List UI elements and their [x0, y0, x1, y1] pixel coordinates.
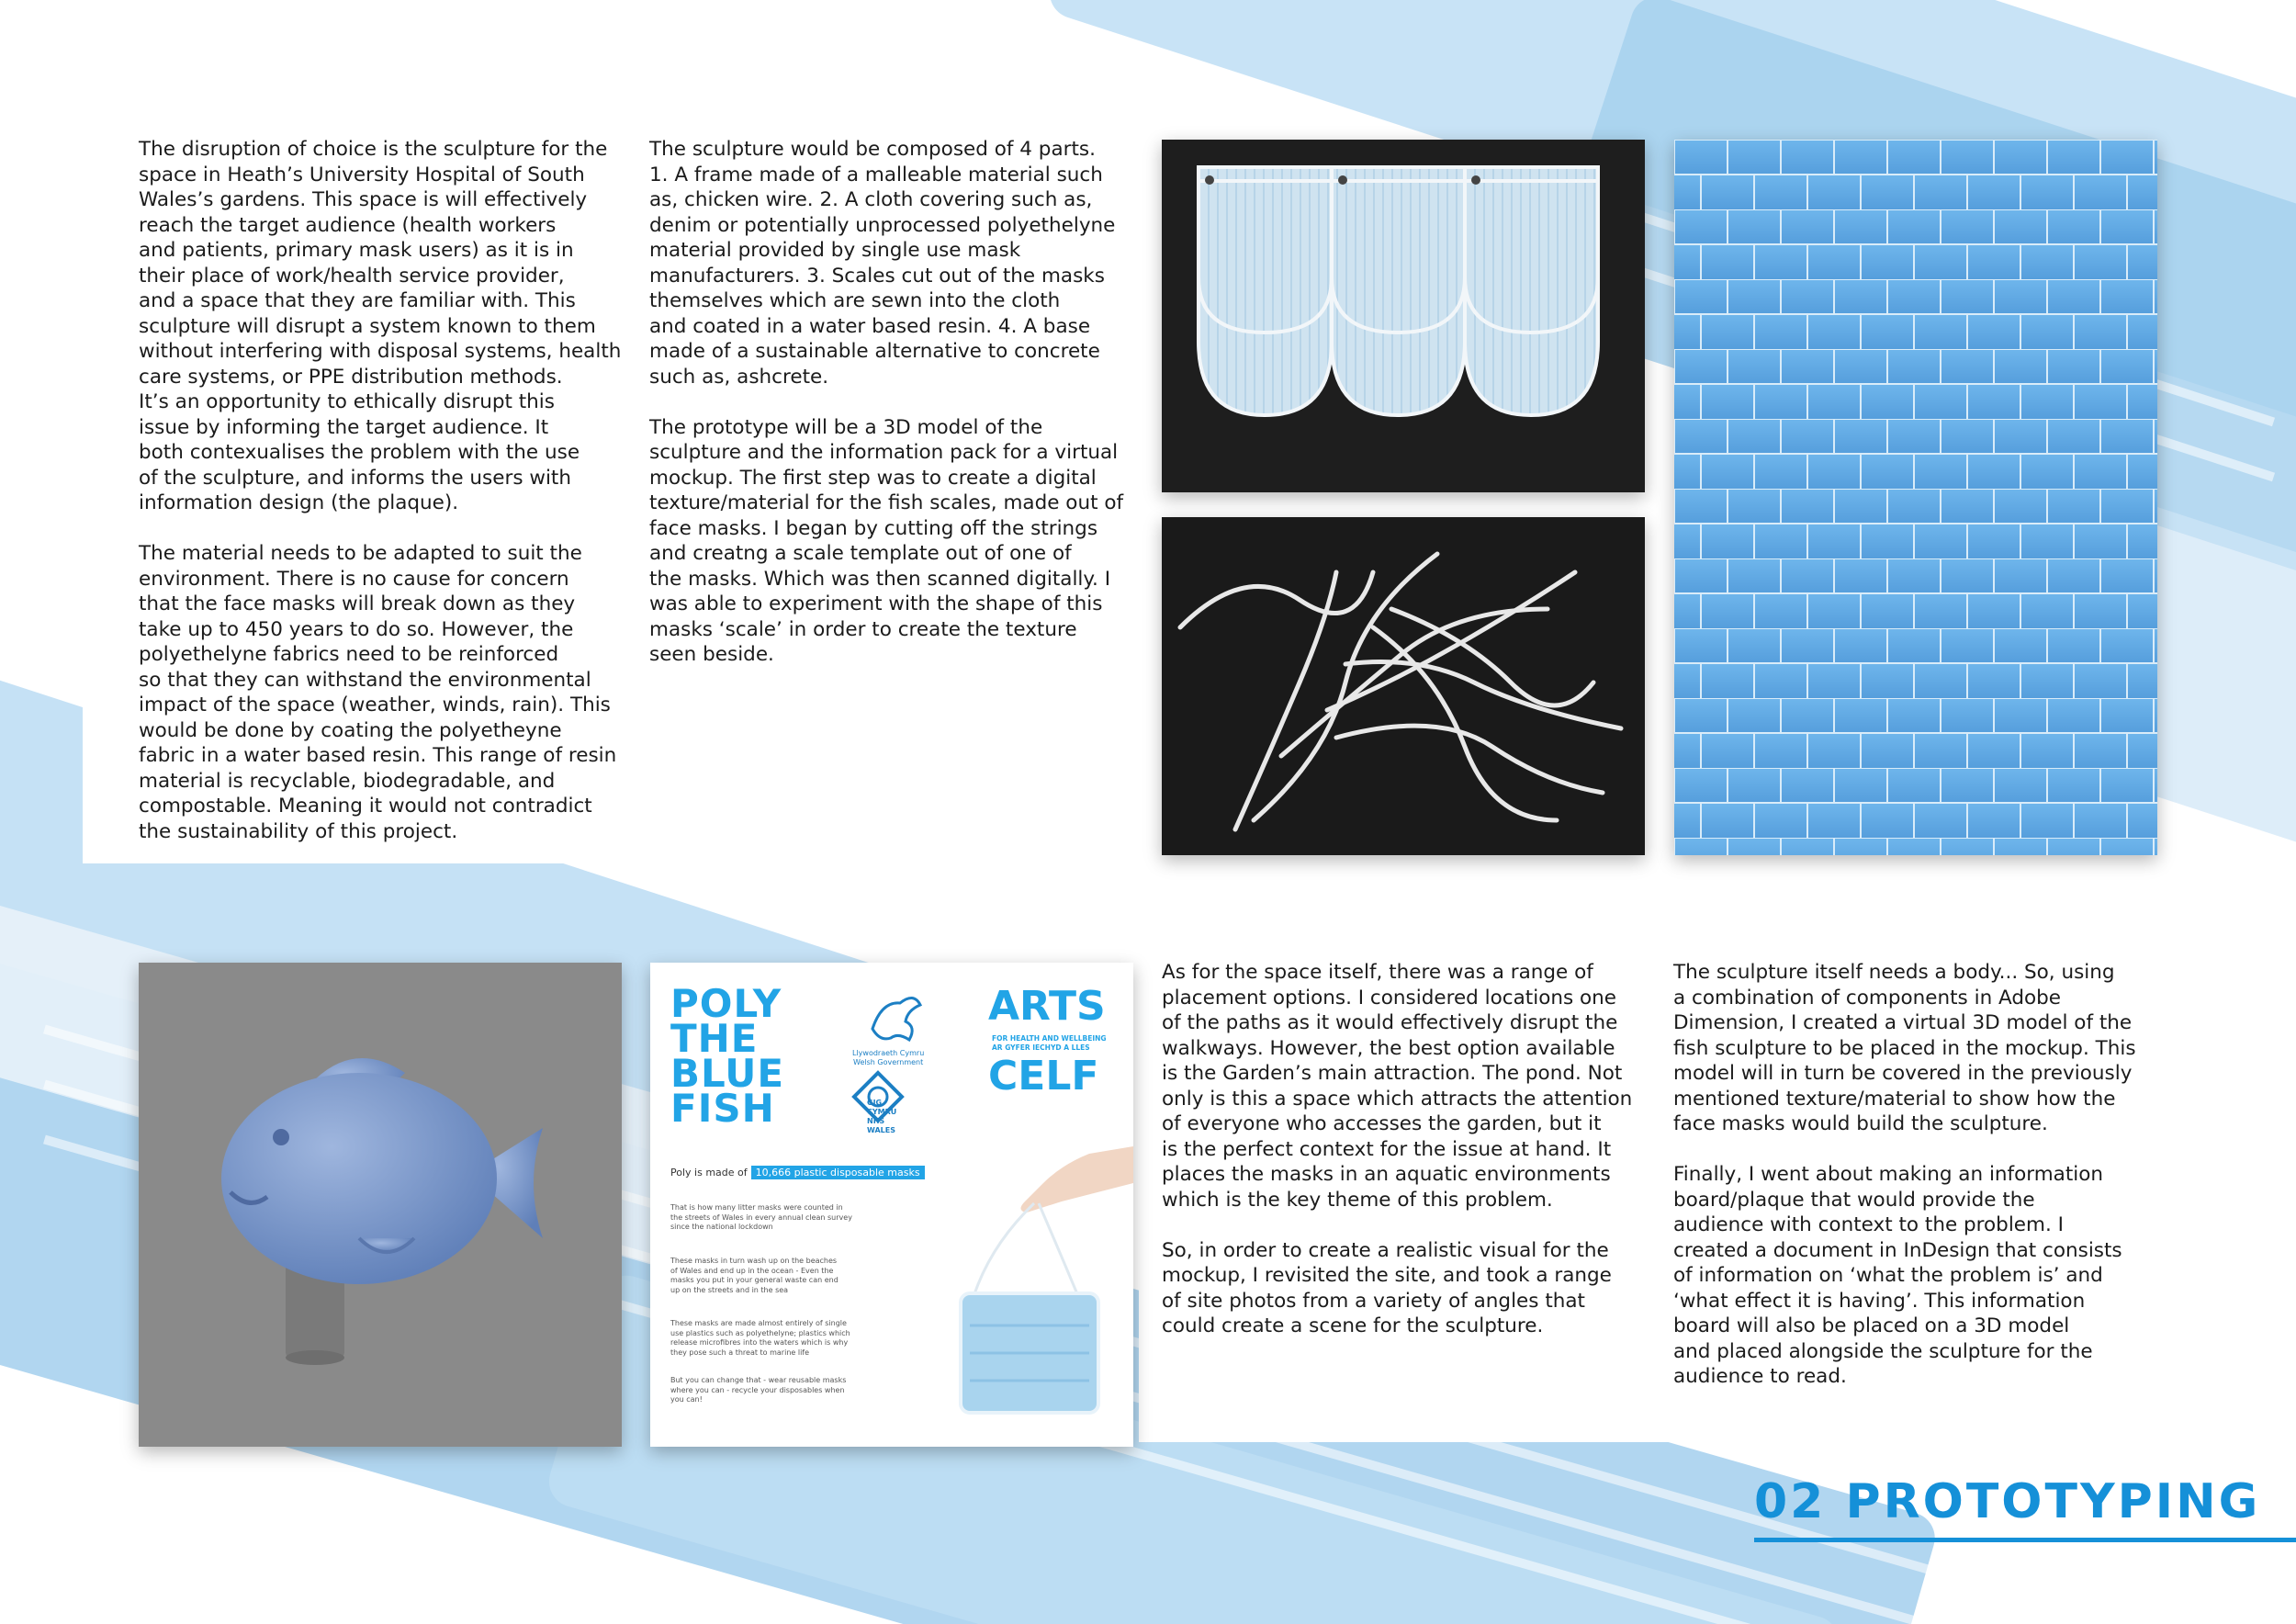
- plaque-paragraph-4: But you can change that - wear reusable masks where you can - recycle your disposables when you can!: [670, 1376, 847, 1404]
- nhs-wales-label: GIG CYMRU NHS WALES: [867, 1099, 897, 1134]
- plaque-paragraph-2: These masks in turn wash up on the beaches of Wales and end up in the ocean - Even the masks you put in your general waste can end up on the streets and in the sea: [670, 1257, 838, 1294]
- body-text-column-2: The sculpture would be composed of 4 parts. 1. A frame made of a malleable material such as, chicken wire. 2. A cloth covering such as, denim or potentially unprocessed polyethelyne material provided by single use mask manufacturers. 3. Scales cut out of the masks themselves which are sewn into the cloth and coated in a water based resin. 4. A base made of a sustainable alternative to concrete such as, ashcrete. The prototype will be a 3D model of the sculpture and the information pack for a virtual mockup. The first step was to create a digital texture/material for the fish scales, made out of face masks. I began by cutting off the strings and creatng a scale template out of one of the masks. Which was then scanned digitally. I was able to experiment with the shape of this masks ‘scale’ in order to create the texture seen beside.: [649, 138, 1124, 666]
- mask-strings: [1162, 517, 1645, 855]
- arts-logo-subtitle: FOR HEALTH AND WELLBEING AR GYFER IECHYD A LLES: [992, 1034, 1107, 1052]
- photo-mask-scales: [1162, 140, 1645, 492]
- heading-underline: [1754, 1538, 2296, 1542]
- body-text-column-3: As for the space itself, there was a range of placement options. I considered locations one of the paths as it would effectively disrupt the walkways. However, the best option available is the Garden’s main attraction. The pond. Not only is this a space which attracts the attention of everyone who accesses the garden, but it is the perfect context for the issue at hand. It places the masks in an aquatic environments which is the key theme of this problem. So, in order to create a realistic visual for the mockup, I revisited the site, and took a range of site photos from a variety of angles that could create a scene for the sculpture.: [1162, 961, 1633, 1337]
- plaque-lead: [670, 1167, 925, 1179]
- plaque-title: POLY THE BLUE FISH: [670, 981, 785, 1131]
- welsh-government-label: Llywodraeth Cymru Welsh Government: [852, 1049, 925, 1066]
- fish-scale-pattern: [1674, 140, 2157, 855]
- plaque-highlight: 10,666 plastic disposable masks: [751, 1166, 925, 1179]
- body-text-column-4: The sculpture itself needs a body... So, using a combination of components in Adobe Dimension, I created a virtual 3D model of the fish sculpture to be placed in the mockup. This model will in turn be covered in the previously mentioned texture/material to show how the face masks would build the sculpture. Finally, I went about making an information board/plaque that would provide the audience with context to the problem. I created a document in InDesign that consists of information on ‘what the problem is’ and ‘what effect it is having’. This information board will also be placed on a 3D model and placed alongside the sculpture for the audience to read.: [1673, 961, 2136, 1388]
- welsh-dragon-logo-icon: [863, 983, 928, 1049]
- fish-scale-texture: [1674, 140, 2157, 855]
- fish-model: [139, 963, 622, 1447]
- arts-logo-text: ARTS: [988, 983, 1106, 1030]
- celf-logo-text: CELF: [988, 1053, 1099, 1100]
- photo-mask-strings: [1162, 517, 1645, 855]
- information-plaque: [650, 963, 1133, 1447]
- body-text-column-1: The disruption of choice is the sculpture for the space in Heath’s University Hospital of South Wales’s gardens. This space is will effectively reach the target audience (health workers and patients, primary mask users) as it is in their place of work/health service provider, and a space that they are familiar with. This sculpture will disrupt a system known to them without interfering with disposal systems, health care systems, or PPE distribution methods. It’s an opportunity to ethically disrupt this issue by informing the target audience. It both contexualises the problem with the use of the sculpture, and informs the users with information design (the plaque). The material needs to be adapted to suit the environment. There is no cause for concern that the face masks will break down as they take up to 450 years to do so. However, the polyethelyne fabrics need to be reinforced so that they can withstand the environmental impact of the space (weather, winds, rain). This would be done by coating the polyetheyne fabric in a water based resin. This range of resin material is recyclable, biodegradable, and compostable. Meaning it would not contradict the sustainability of this project.: [139, 138, 622, 843]
- plaque-paragraph-1: That is how many litter masks were counted in the streets of Wales in every annual clean survey since the national lockdown: [670, 1203, 852, 1231]
- mask-scale-cutouts: [1162, 140, 1645, 492]
- hand-holding-mask-image: [924, 1146, 1133, 1431]
- section-heading: 02 PROTOTYPING: [1754, 1474, 2261, 1529]
- plaque-paragraph-3: These masks are made almost entirely of single use plastics such as polyethelyne; plastics which release microfibres into the waters which is why they pose such a threat to marine life: [670, 1319, 850, 1357]
- fish-3d-render: [139, 963, 622, 1447]
- plaque-lead-text: Poly is made of: [670, 1167, 748, 1179]
